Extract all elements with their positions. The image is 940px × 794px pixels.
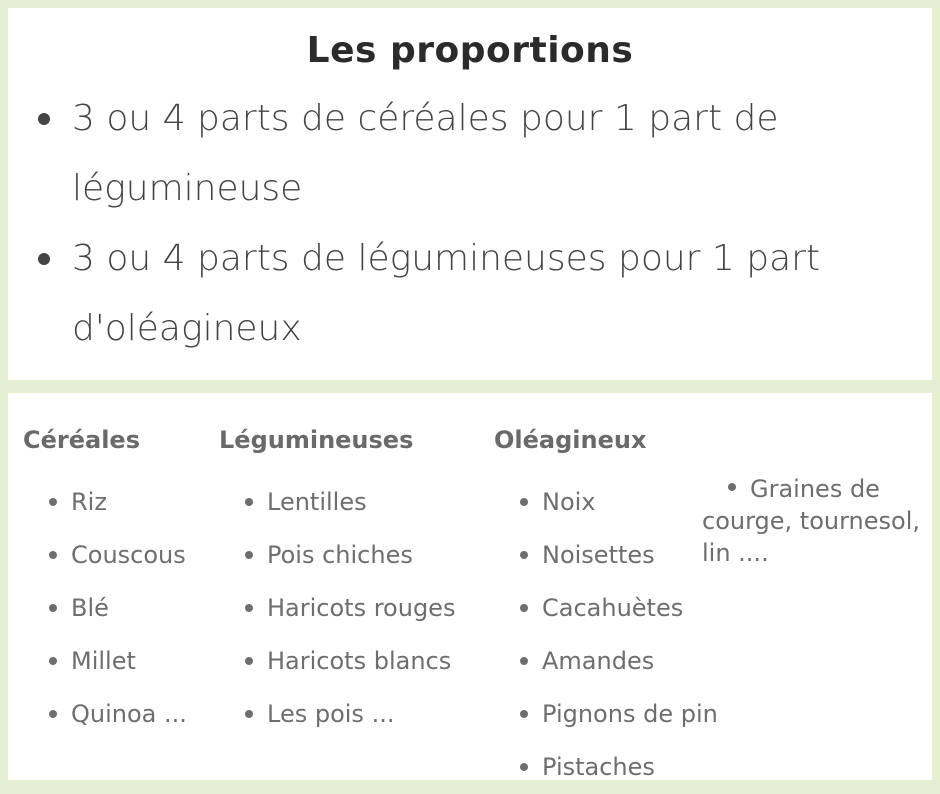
- list-item-label: Riz: [71, 488, 107, 516]
- bullet-icon: [49, 604, 57, 612]
- bullet-icon: [245, 604, 253, 612]
- oleagineux-list: [494, 476, 718, 794]
- list-item-label: Haricots blancs: [267, 647, 452, 675]
- bullet-icon: [245, 498, 253, 506]
- proportions-title: Les proportions: [306, 30, 634, 71]
- bullet-icon: [49, 498, 57, 506]
- list-item-label: Millet: [71, 647, 136, 675]
- seeds-note: [702, 473, 934, 569]
- list-item-label: Noix: [542, 488, 596, 516]
- proportion-item-text: 3 ou 4 parts de légumineuses pour 1 part d'oléagineux: [72, 238, 821, 349]
- bullet-icon: [49, 657, 57, 665]
- bullet-icon: [520, 763, 528, 771]
- list-item: [219, 635, 455, 688]
- list-item: [219, 688, 455, 741]
- cereales-title: Céréales: [23, 426, 140, 454]
- list-item: [494, 529, 718, 582]
- list-item: [494, 476, 718, 529]
- list-item: [23, 635, 187, 688]
- list-item-label: Noisettes: [542, 541, 655, 569]
- bullet-icon: [520, 498, 528, 506]
- proportions-panel: [8, 8, 932, 380]
- bullet-icon: [520, 710, 528, 718]
- bullet-icon: [49, 710, 57, 718]
- list-item-label: Couscous: [71, 541, 186, 569]
- list-item-label: Pistaches: [542, 753, 655, 781]
- list-item: [494, 688, 718, 741]
- list-item: [23, 688, 187, 741]
- list-item-label: Pignons de pin: [542, 700, 718, 728]
- proportion-item: [38, 84, 898, 224]
- bullet-icon: [49, 551, 57, 559]
- bullet-icon: [245, 710, 253, 718]
- list-item-label: Amandes: [542, 647, 655, 675]
- list-item: [494, 582, 718, 635]
- bullet-icon: [245, 657, 253, 665]
- bullet-icon: [520, 551, 528, 559]
- list-item-label: Lentilles: [267, 488, 367, 516]
- list-item: [219, 476, 455, 529]
- list-item-label: Cacahuètes: [542, 594, 684, 622]
- list-item: [23, 582, 187, 635]
- legumineuses-title: Légumineuses: [219, 426, 414, 454]
- proportions-list: [38, 84, 898, 364]
- bullet-icon: [520, 604, 528, 612]
- legumineuses-list: [219, 476, 455, 741]
- list-item-label: Pois chiches: [267, 541, 413, 569]
- bullet-icon: [520, 657, 528, 665]
- list-item: [23, 476, 187, 529]
- list-item: [494, 635, 718, 688]
- cereales-list: [23, 476, 187, 741]
- list-item: [219, 529, 455, 582]
- bullet-icon: [245, 551, 253, 559]
- oleagineux-column: [494, 423, 718, 794]
- list-item: [219, 582, 455, 635]
- list-item-label: Quinoa ...: [71, 700, 187, 728]
- seeds-note-text: Graines de courge, tournesol, lin ....: [702, 475, 921, 567]
- list-item-label: Blé: [71, 594, 109, 622]
- list-item: [23, 529, 187, 582]
- list-item-label: Les pois ...: [267, 700, 395, 728]
- bullet-icon: [38, 113, 50, 125]
- bullet-icon: [728, 483, 736, 491]
- oleagineux-title: Oléagineux: [494, 426, 647, 454]
- proportion-item-text: 3 ou 4 parts de céréales pour 1 part de légumineuse: [72, 98, 779, 209]
- bullet-icon: [38, 253, 50, 265]
- proportion-item: [38, 224, 898, 364]
- legumineuses-column: [219, 423, 455, 741]
- cereales-column: [23, 423, 187, 741]
- list-item: [494, 741, 718, 794]
- list-item-label: Haricots rouges: [267, 594, 456, 622]
- food-groups-panel: [8, 393, 932, 780]
